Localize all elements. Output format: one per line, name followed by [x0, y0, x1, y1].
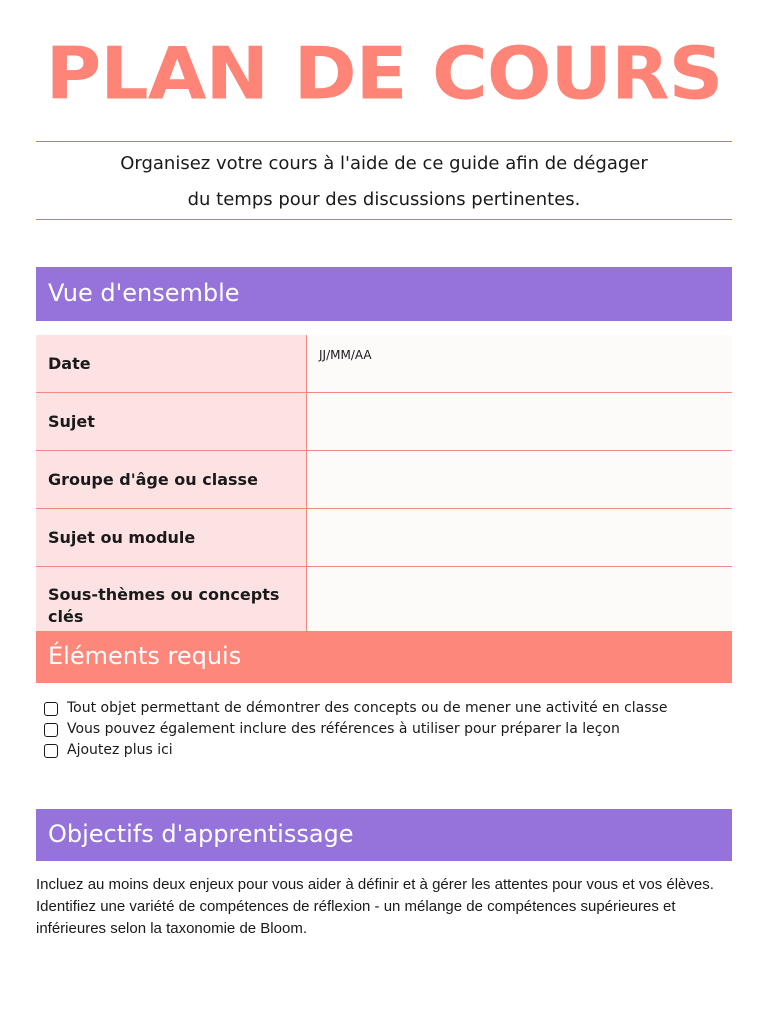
row-label-key-concepts: Sous-thèmes ou concepts clés: [36, 567, 307, 646]
requirements-heading: Éléments requis: [36, 631, 732, 683]
list-item: [44, 740, 734, 761]
checkbox[interactable]: [44, 744, 58, 758]
checklist-item-label: Tout objet permettant de démontrer des concepts ou de mener une activité en classe: [67, 700, 668, 716]
checkbox[interactable]: [44, 702, 58, 716]
table-row: [36, 509, 732, 567]
intro-bottom-divider: [36, 219, 732, 220]
checklist-item-label: Ajoutez plus ici: [67, 742, 173, 758]
age-group-field[interactable]: [307, 451, 733, 509]
module-field[interactable]: [307, 509, 733, 567]
intro-line-1: Organisez votre cours à l'aide de ce guide afin de dégager: [120, 153, 648, 174]
checkbox[interactable]: [44, 723, 58, 737]
objectives-description: Incluez au moins deux enjeux pour vous aider à définir et à gérer les attentes pour vous et vos élèves. Identifiez une variété de compétences de réflexion - un mélange de compétences supérieures et inférieures selon la taxonomie de Bloom.: [36, 876, 714, 937]
intro-top-divider: [36, 141, 732, 142]
row-label-subject: Sujet: [36, 393, 307, 451]
requirements-checklist: [44, 698, 734, 761]
checklist-item-label: Vous pouvez également inclure des références à utiliser pour préparer la leçon: [67, 721, 620, 737]
date-field[interactable]: JJ/MM/AA: [307, 335, 733, 393]
intro-text: [36, 146, 732, 218]
overview-table: [36, 335, 732, 646]
list-item: [44, 698, 734, 719]
page-title: PLAN DE COURS: [45, 31, 723, 116]
intro-line-2: du temps pour des discussions pertinentes.: [187, 189, 581, 210]
row-label-age-group: Groupe d'âge ou classe: [36, 451, 307, 509]
row-label-date: Date: [36, 335, 307, 393]
subject-field[interactable]: [307, 393, 733, 451]
row-label-module: Sujet ou module: [36, 509, 307, 567]
table-row: [36, 393, 732, 451]
table-row: [36, 451, 732, 509]
overview-heading: Vue d'ensemble: [36, 267, 732, 321]
objectives-heading: Objectifs d'apprentissage: [36, 809, 732, 861]
list-item: [44, 719, 734, 740]
table-row: [36, 335, 732, 393]
